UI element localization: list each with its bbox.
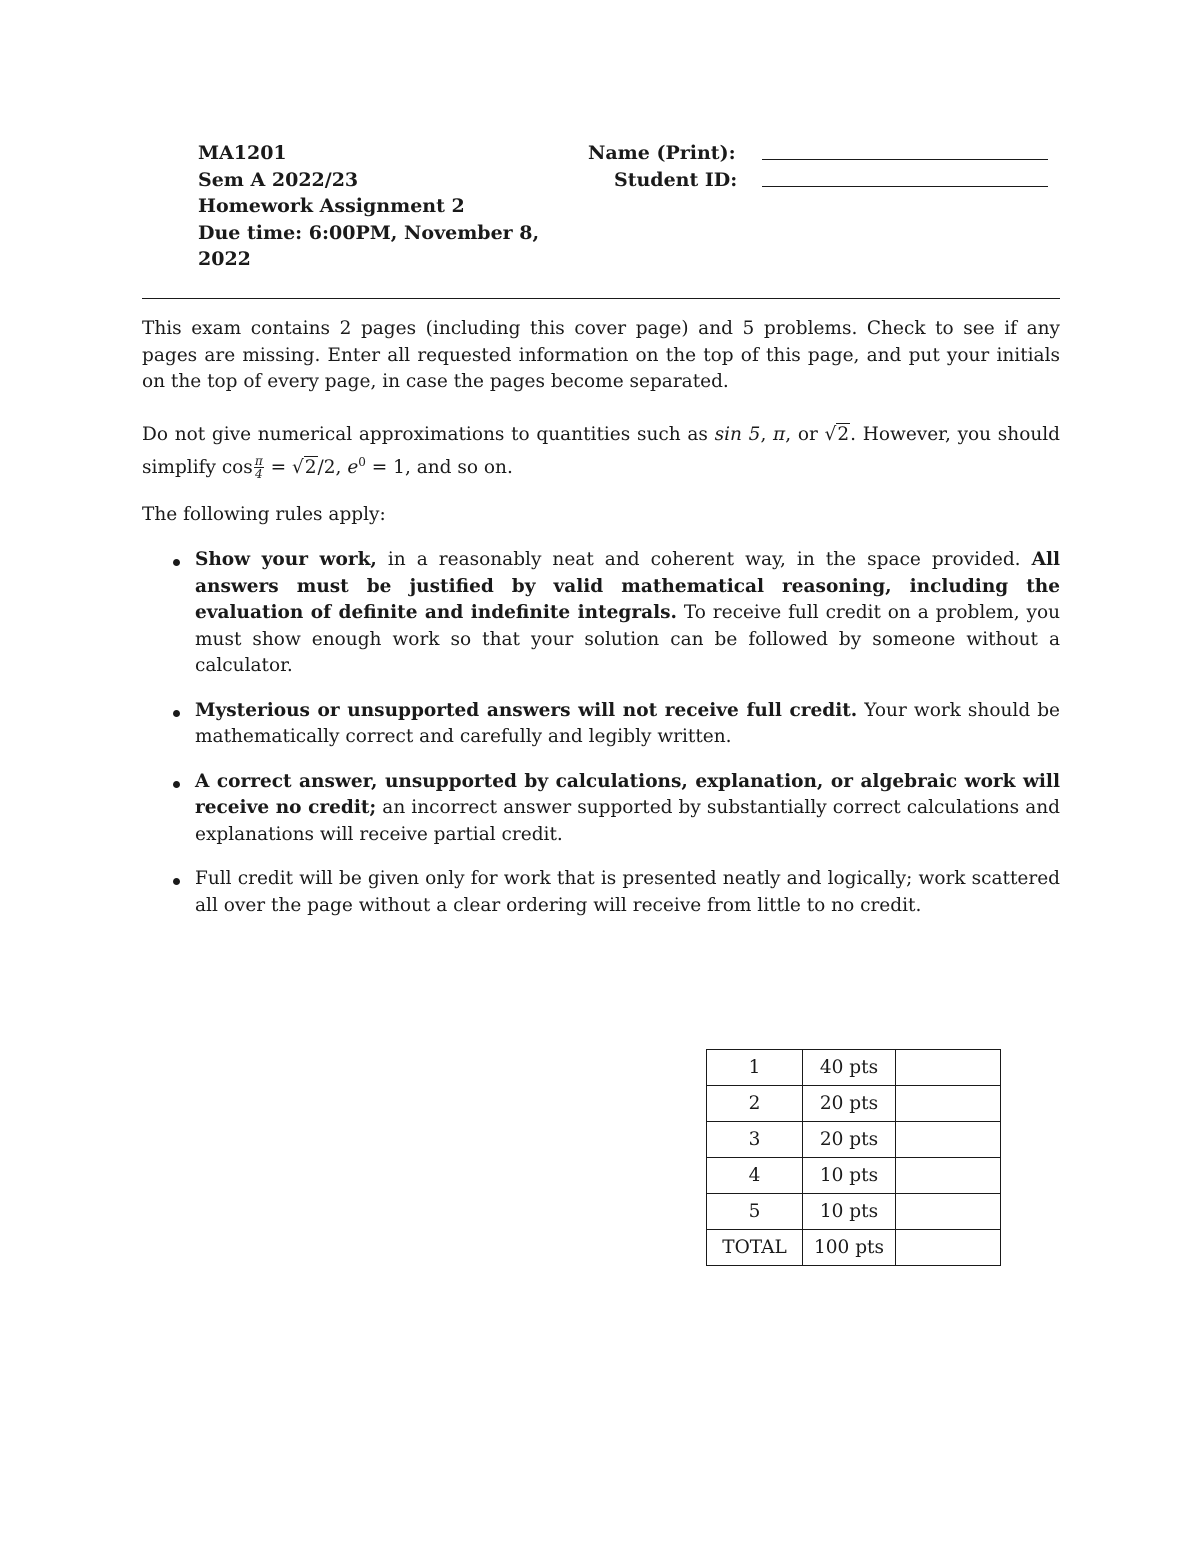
due-year: 2022	[198, 248, 251, 270]
student-id-field[interactable]	[762, 186, 1048, 187]
bullet-icon	[173, 710, 180, 717]
course-info	[198, 140, 598, 273]
problem-cell: 5	[707, 1194, 803, 1230]
problem-cell: 4	[707, 1158, 803, 1194]
pi-symbol: π	[773, 424, 786, 445]
table-row	[707, 1122, 1001, 1158]
score-table	[706, 1049, 1001, 1266]
bullet-icon	[173, 559, 180, 566]
due-time: Due time: 6:00PM, November 8,	[198, 221, 540, 244]
approximation-paragraph: Do not give numerical approximations to quantities such as sin 5, π, or √2. However, you should simplify cos $\frac{\pi}{4}$ = √2/2, $e^0 = 1$, and so on.	[142, 424, 1061, 482]
exponent-zero: 0	[358, 454, 366, 469]
problem-cell: TOTAL	[707, 1230, 803, 1266]
sqrt2-expr: 2	[837, 424, 850, 445]
e-symbol: e	[347, 456, 359, 478]
score-cell[interactable]	[896, 1194, 1001, 1230]
score-cell[interactable]	[896, 1086, 1001, 1122]
student-id-label: Student ID:	[614, 168, 738, 191]
bullet-icon	[173, 878, 180, 885]
intro-paragraph: This exam contains 2 pages (including this cover page) and 5 problems. Check to see if any pages are missing. Enter all requested information on the top of this page, and put your initials on the top of every page, in case the pages become separated.	[142, 318, 1060, 392]
course-code: MA1201	[198, 142, 287, 164]
rule-item: Full credit will be given only for work that is presented neatly and logically; work scattered all over the page without a clear ordering will receive from little to no credit.	[170, 866, 1060, 919]
points-cell: 100 pts	[803, 1230, 896, 1266]
rule-item: Mysterious or unsupported answers will not receive full credit. Your work should be mathematically correct and carefully and legibly written.	[170, 698, 1060, 751]
semester: Sem A 2022/23	[198, 168, 359, 191]
rules-list	[170, 547, 1060, 937]
score-cell[interactable]	[896, 1158, 1001, 1194]
sqrt2-expr-2: 2	[304, 456, 317, 478]
table-row-total	[707, 1230, 1001, 1266]
rules-intro: The following rules apply:	[142, 504, 386, 525]
cos-expr: cos	[221, 456, 253, 478]
table-row	[707, 1158, 1001, 1194]
bullet-icon	[173, 781, 180, 788]
score-cell[interactable]	[896, 1122, 1001, 1158]
problem-cell: 2	[707, 1086, 803, 1122]
table-row	[707, 1194, 1001, 1230]
assignment-title: Homework Assignment 2	[198, 195, 465, 217]
points-cell: 20 pts	[803, 1086, 896, 1122]
points-cell: 20 pts	[803, 1122, 896, 1158]
table-row	[707, 1050, 1001, 1086]
points-cell: 40 pts	[803, 1050, 896, 1086]
points-cell: 10 pts	[803, 1158, 896, 1194]
problem-cell: 3	[707, 1122, 803, 1158]
rule-item: A correct answer, unsupported by calculations, explanation, or algebraic work will receive no credit; an incorrect answer supported by substantially correct calculations and explanations will receive partial credit.	[170, 769, 1060, 849]
table-row	[707, 1086, 1001, 1122]
header-divider	[142, 298, 1060, 299]
points-cell: 10 pts	[803, 1194, 896, 1230]
name-field[interactable]	[762, 159, 1048, 160]
problem-cell: 1	[707, 1050, 803, 1086]
score-cell[interactable]	[896, 1230, 1001, 1266]
name-label: Name (Print):	[588, 142, 736, 164]
sin5-expr: sin 5	[714, 424, 761, 445]
rule-item: Show your work, in a reasonably neat and coherent way, in the space provided. All answers must be justified by valid mathematical reasoning, including the evaluation of definite and indefinite integrals. To receive full credit on a problem, you must show enough work so that your solution can be followed by someone without a calculator.	[170, 547, 1060, 680]
pi-over-4: $\frac{\pi}{4}$	[254, 454, 263, 482]
score-cell[interactable]	[896, 1050, 1001, 1086]
